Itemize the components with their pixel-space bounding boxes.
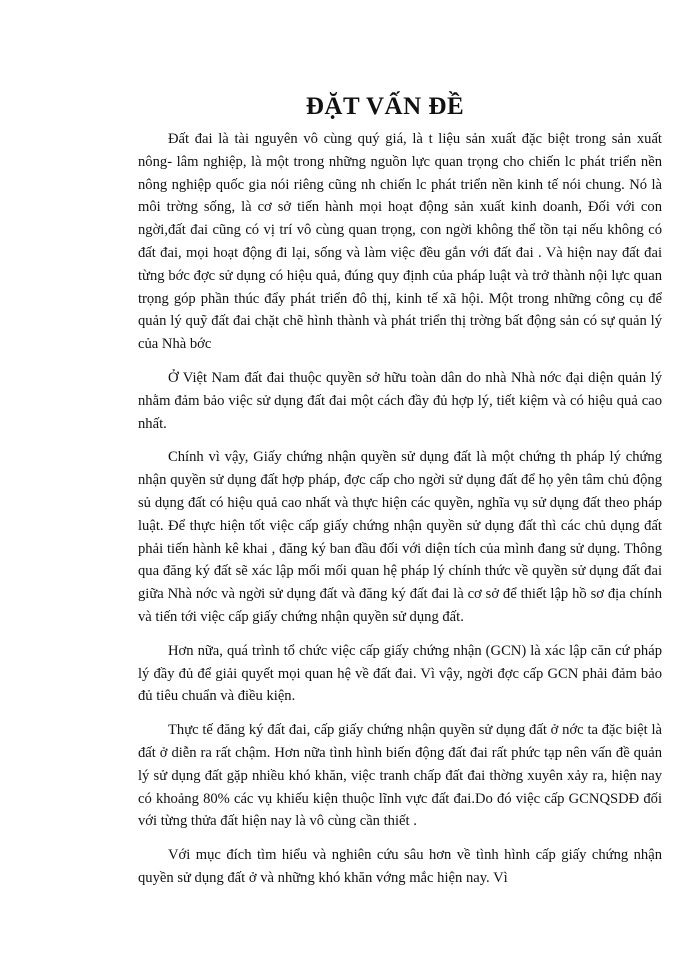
paragraph-3: Chính vì vậy, Giấy chứng nhận quyền sử dụng đất là một chứng th pháp lý chứng nhận quyền sử dụng đất hợp pháp, đợc cấp cho ngời sử dụng đất để họ yên tâm chủ động sủ dụng đất có hiệu quả cao nhất và thực hiện các quyền, nghĩa vụ sử dụng đất theo pháp luật. Để thực hiện tốt việc cấp giấy chứng nhận quyền sử dụng đất thì các chủ dụng đất phải tiến hành kê khai , đăng ký ban đầu đối với diện tích của mình đang sử dụng. Thông qua đăng ký đất sẽ xác lập mối mối quan hệ pháp lý chính thức về quyền sử dụng đất đai giữa Nhà nớc và ngời sử dụng đất và đăng ký đất đai là cơ sở để thiết lập hồ sơ địa chính và tiến tới việc cấp giấy chứng nhận quyền sử dụng đất. bbox=[138, 449, 662, 625]
paragraph-4: Hơn nữa, quá trình tổ chức việc cấp giấy chứng nhận (GCN) là xác lập căn cứ pháp lý đầy đủ để giải quyết mọi quan hệ về đất đai. Vì vậy, ngời đợc cấp GCN phải đảm bảo đủ tiêu chuẩn và điều kiện. bbox=[138, 642, 662, 705]
paragraph-6: Với mục đích tìm hiểu và nghiên cứu sâu hơn về tình hình cấp giấy chứng nhận quyền sử dụng đất ở và những khó khăn vớng mắc hiện nay. Vì bbox=[138, 847, 662, 886]
paragraph-1: Đất đai là tài nguyên vô cùng quý giá, là t liệu sản xuất đặc biệt trong sản xuất nông- lâm nghiệp, là một trong những nguồn lực quan trọng cho chiến lc phát triển nền nông nghiệp quốc gia nói riêng cũng nh chiến lc phát triển nền kinh tế nói chung. Nó là môi trờng sống, là cơ sở tiến hành mọi hoạt động sản xuất kinh doanh, Đối với con ngời,đất đai cũng có vị trí vô cùng quan trọng, con ngời không thể tồn tại nếu không có đất đai, mọi hoạt động đi lại, sống và làm việc đều gắn với đất đai . Và hiện nay đất đai từng bớc đợc sử dụng có hiệu quả, đúng quy định của pháp luật và trở thành nội lực quan trọng góp phần thúc đẩy phát triển đô thị, kinh tế xã hội. Một trong những công cụ để quản lý quỹ đất đai chặt chẽ hình thành và phát triển thị trờng bất động sản có sự quản lý của Nhà bớc bbox=[138, 131, 662, 353]
paragraph-2: Ở Việt Nam đất đai thuộc quyền sở hữu toàn dân do nhà Nhà nớc đại diện quản lý nhằm đảm bảo việc sử dụng đất đai một cách đầy đủ hợp lý, tiết kiệm và có hiệu quả cao nhất. bbox=[138, 369, 662, 432]
paragraph-5: Thực tế đăng ký đất đai, cấp giấy chứng nhận quyền sử dụng đất ở nớc ta đặc biệt là đất ở diễn ra rất chậm. Hơn nữa tình hình biến động đất đai rất phức tạp nên vấn đề quản lý sử dụng đất gặp nhiều khó khăn, việc tranh chấp đất đai thờng xuyên xảy ra, hiện nay có khoảng 80% các vụ khiếu kiện thuộc lĩnh vực đất đai.Do đó việc cấp GCNQSDĐ đối với từng thửa đất hiện nay là vô cùng cần thiết . bbox=[138, 722, 662, 830]
page-title: ĐẶT VẤN ĐỀ bbox=[305, 93, 465, 120]
